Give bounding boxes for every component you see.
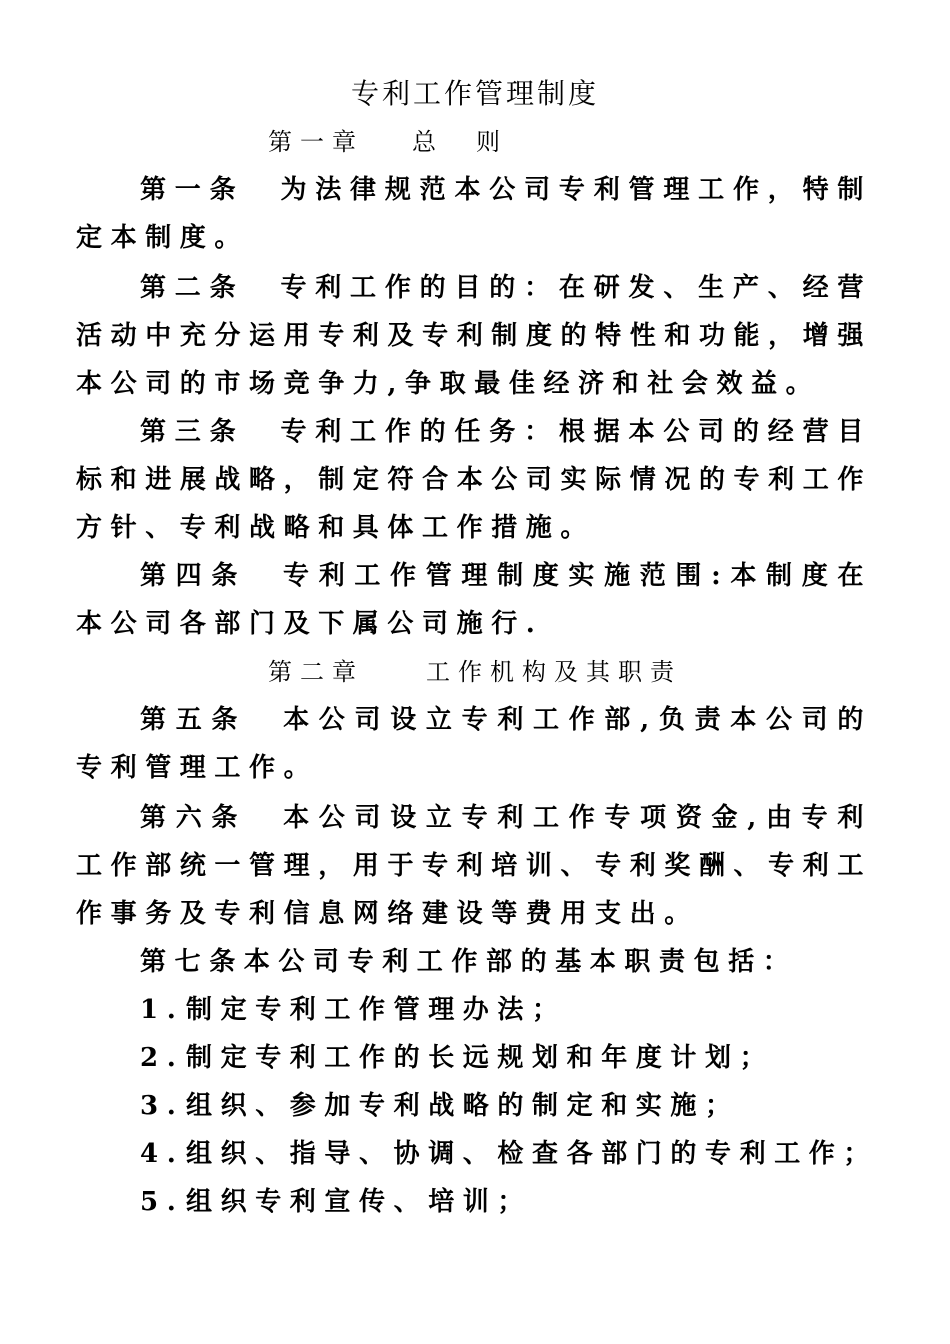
article-1: [76, 166, 872, 262]
article-1-label: 第一条: [140, 175, 245, 205]
chapter-1-name: 总 则: [412, 128, 508, 156]
article-4: [76, 552, 872, 648]
article-2-text: 专利工作的目的：在研发、生产、经营活动中充分运用专利及专利制度的特性和功能，增强本公司的市场竞争力,争取最佳经济和社会效益。: [76, 273, 872, 399]
duty-item-4-text: 组织、指导、协调、检查各部门的专利工作；: [186, 1139, 879, 1169]
article-3: [76, 408, 872, 552]
duty-item-1-number: 1.: [140, 995, 185, 1025]
chapter-2-number: 第二章: [268, 658, 364, 686]
article-6-label: 第六条: [140, 803, 248, 833]
duty-item-4: [140, 1130, 878, 1178]
duty-item-1: [140, 986, 567, 1034]
article-4-text: 专利工作管理制度实施范围:本制度在本公司各部门及下属公司施行.: [76, 561, 872, 639]
article-5-label: 第五条: [140, 705, 248, 735]
document-title: 专利工作管理制度: [350, 77, 599, 110]
article-4-label: 第四条: [140, 561, 248, 591]
article-3-text: 专利工作的任务：根据本公司的经营目标和进展战略，制定符合本公司实际情况的专利工作方针、专利战略和具体工作措施。: [76, 417, 872, 543]
article-2-label: 第二条: [140, 273, 245, 303]
duty-item-1-text: 制定专利工作管理办法；: [186, 995, 567, 1025]
article-2: [76, 264, 872, 408]
duty-item-2-text: 制定专利工作的长远规划和年度计划；: [186, 1043, 775, 1073]
chapter-1-number: 第一章: [268, 128, 364, 156]
article-7: 第七条本公司专利工作部的基本职责包括：: [140, 947, 798, 977]
article-1-text: 为法律规范本公司专利管理工作，特制定本制度。: [76, 175, 872, 253]
chapter-2-name: 工作机构及其职责: [426, 658, 682, 686]
chapter-1-heading: [268, 122, 508, 162]
article-6: [76, 794, 872, 938]
duty-item-5: [140, 1178, 532, 1226]
duty-item-3-text: 组织、参加专利战略的制定和实施；: [186, 1091, 740, 1121]
duty-item-3-number: 3.: [140, 1091, 185, 1121]
article-5: [76, 696, 872, 792]
article-5-text: 本公司设立专利工作部,负责本公司的专利管理工作。: [76, 705, 872, 783]
article-3-label: 第三条: [140, 417, 245, 447]
duty-item-3: [140, 1082, 740, 1130]
duty-item-5-text: 组织专利宣传、培训；: [186, 1187, 533, 1217]
duty-item-4-number: 4.: [140, 1139, 185, 1169]
chapter-2-heading: [268, 652, 682, 692]
duty-item-2-number: 2.: [140, 1043, 185, 1073]
article-6-text: 本公司设立专利工作专项资金,由专利工作部统一管理，用于专利培训、专利奖酬、专利工作事务及专利信息网络建设等费用支出。: [76, 803, 872, 929]
duty-item-2: [140, 1034, 774, 1082]
duty-item-5-number: 5.: [140, 1187, 185, 1217]
